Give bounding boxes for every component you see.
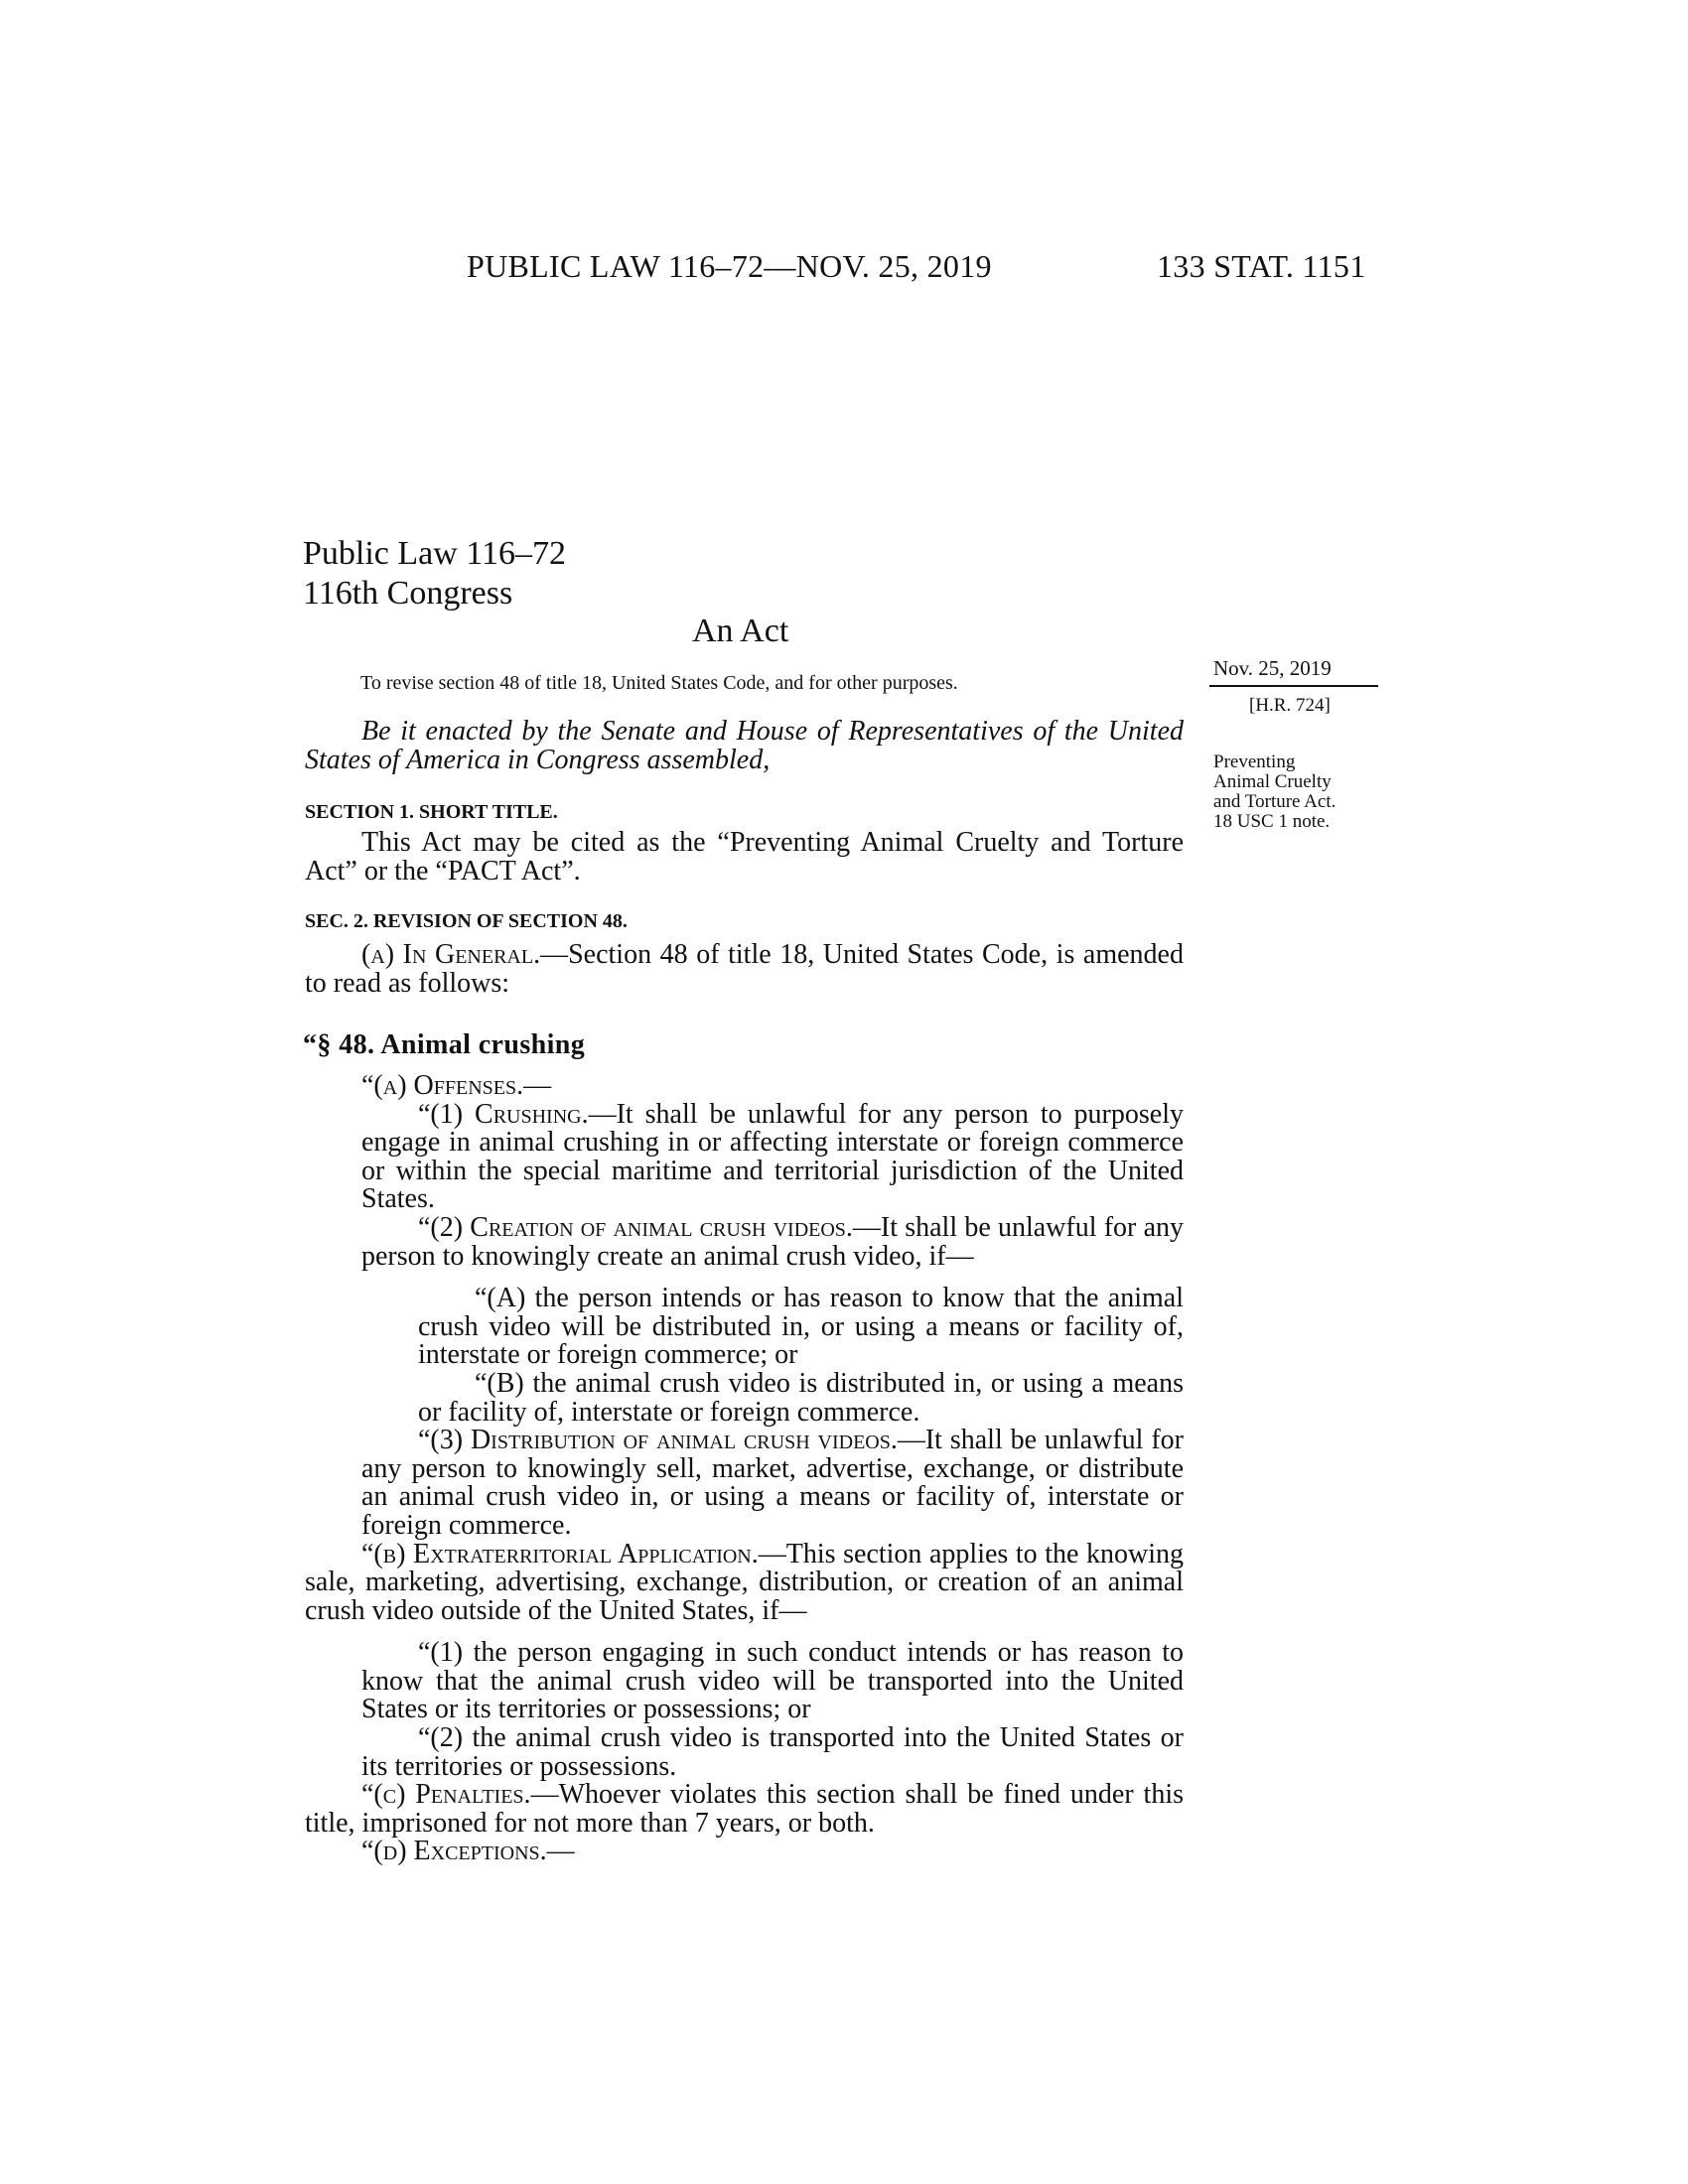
subsection-b — [305, 1538, 1185, 1626]
section-1-text: This Act may be cited as the “Preventing Animal Cruelty and Torture Act” or the “PACT Act”. — [305, 827, 1184, 887]
paragraph-a2 — [361, 1211, 1184, 1272]
subsection-text: —Section 48 of title 18, United States Code, is amended to read as follows: — [305, 939, 1184, 999]
running-head: PUBLIC LAW 116–72—NOV. 25, 2019 — [467, 248, 992, 284]
public-law-title-block — [303, 534, 566, 614]
section-1-heading: SECTION 1. SHORT TITLE. — [305, 801, 558, 823]
margin-date: Nov. 25, 2019 — [1213, 656, 1332, 680]
paragraph-a3 — [361, 1427, 1184, 1540]
margin-note-line: Preventing — [1213, 751, 1296, 772]
paragraph-label: “(1) Crushing. — [418, 1098, 589, 1130]
section-2-subsection-a — [305, 941, 1184, 998]
subparagraph-a2A: “(A) the person intends or has reason to know that the animal crush video will be distributed in, or using a means or facility of, interstate or foreign commerce; or — [418, 1283, 1184, 1371]
subsection-label: “(d) Exceptions.— — [361, 1836, 575, 1867]
paragraph-text: —It shall be unlawful for any person to knowingly sell, market, advertise, exchange, or distribute an animal crush video in, or using a means or facility of, interstate or foreign commerce. — [361, 1425, 1185, 1541]
paragraph-text: —It shall be unlawful for any person to knowingly create an animal crush video, if— — [361, 1211, 1184, 1272]
paragraph-text: —It shall be unlawful for any person to purposely engage in animal crushing in or affecting interstate or foreign commerce or within the special maritime and territorial jurisdiction of the United States. — [361, 1098, 1184, 1215]
section-48-heading: “§ 48. Animal crushing — [303, 1029, 586, 1060]
section-2-heading: SEC. 2. REVISION OF SECTION 48. — [305, 910, 628, 932]
statute-page-number: 133 STAT. 1151 — [1157, 248, 1366, 284]
subsection-label: “(b) Extraterritorial Application. — [361, 1538, 759, 1570]
subsection-text: —This section applies to the knowing sale, marketing, advertising, exchange, distribution, or creation of an animal crush video outside of the United States, if— — [305, 1538, 1185, 1626]
margin-note-line: Animal Cruelty — [1213, 771, 1332, 792]
subsection-d-heading — [305, 1838, 1184, 1866]
congress-number: 116th Congress — [303, 575, 513, 612]
paragraph-a1 — [361, 1098, 1184, 1215]
subsection-text: —Whoever violates this section shall be fined under this title, imprisoned for not more than 7 years, or both. — [305, 1779, 1184, 1839]
paragraph-label: “(2) Creation of animal crush videos. — [418, 1211, 853, 1243]
margin-short-title-note — [1213, 752, 1392, 832]
paragraph-label: “(3) Distribution of animal crush videos. — [418, 1425, 898, 1456]
subsection-c — [305, 1781, 1184, 1838]
subsection-label: “(c) Penalties. — [361, 1779, 531, 1811]
paragraph-b1: “(1) the person engaging in such conduct intends or has reason to know that the animal crush video will be transported into the United States or its territories or possessions; or — [361, 1637, 1184, 1725]
public-law-number: Public Law 116–72 — [303, 535, 567, 572]
paragraph-b2: “(2) the animal crush video is transported into the United States or its territories or possessions. — [361, 1722, 1184, 1782]
subsection-label: “(a) Offenses.— — [361, 1070, 552, 1101]
subparagraph-a2B: “(B) the animal crush video is distributed in, or using a means or facility of, interstate or foreign commerce. — [418, 1367, 1184, 1428]
margin-bill-number: [H.R. 724] — [1249, 695, 1331, 716]
subsection-label: (a) In General. — [361, 939, 541, 970]
act-heading: An Act — [692, 613, 789, 649]
act-purpose: To revise section 48 of title 18, United States Code, and for other purposes. — [360, 672, 958, 694]
enacting-clause: Be it enacted by the Senate and House of Representatives of the United States of America in Congress assembled, — [305, 716, 1184, 775]
margin-note-line: and Torture Act. — [1213, 791, 1336, 812]
margin-note-line: 18 USC 1 note. — [1213, 811, 1331, 832]
subsection-a-heading — [305, 1072, 1184, 1101]
margin-divider — [1209, 685, 1378, 687]
section-48-body — [305, 1072, 1184, 1866]
